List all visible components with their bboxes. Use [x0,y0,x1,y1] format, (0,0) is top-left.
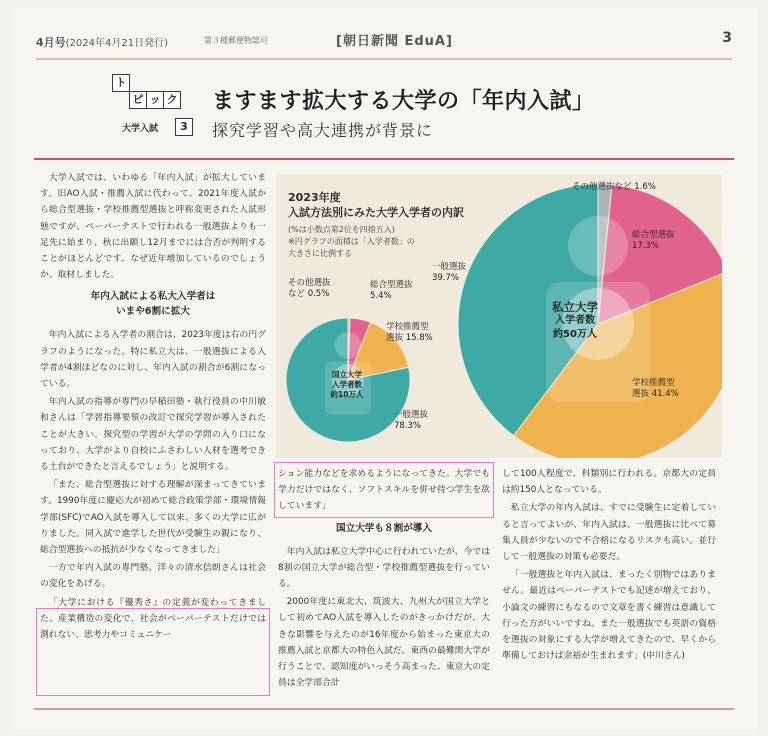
headline: ますます拡大する大学の「年内入試」 [212,89,595,114]
topic-char: ッ [146,91,164,109]
header-rule [36,58,732,60]
chart-note: (%は小数点第2位を四捨五入) ※円グラフの面積は「入学者数」の 大きさに比例する [288,225,415,258]
page-number: 3 [722,30,732,46]
topic-number: 3 [175,118,193,136]
topic-char: ピ [129,91,147,109]
lead-paragraph: 大学入試では、いわゆる「年内入試」が拡大しています。旧AO入試・推薦入試に代わって、2021年度入試から総合型選抜・学校推薦型選抜と呼称変更された入試形態ですが、ペーパーテストで行われる一般選抜よりも一足先に始まり、秋に出願し12月までには合否が判明することがほとんどです。なぜ近年増加しているのでしょうか。取材しました。 [40,173,266,281]
label-private-suisen: 学校推薦型 選抜 41.4% [632,378,679,399]
label-national-sogo: 総合型選抜 5.4% [370,280,413,301]
center-line: 約10万人 [330,390,364,399]
topic-char: ク [163,91,181,109]
center-line: 国立大学 [332,370,362,379]
brand-logo: [朝日新聞 EduA] [336,34,453,49]
section-heading-1: 年内入試による私大入学者は いまや6割に拡大 [90,291,216,318]
center-line: 私立大学 [552,300,598,314]
paragraph: 「大学における『優秀さ』の定義が変わってきました。産業構造の変化で、社会がペーパーテストだけでは測れない、思考力やコミュニケー [40,597,266,641]
section-heading-2: 国立大学も８割が導入 [336,522,432,534]
center-line: 約50万人 [553,329,597,340]
article-column-3 [502,466,716,666]
mailing-permit: 第３種郵便物認可 [204,36,268,45]
pie-chart-panel [276,174,722,458]
page-header [36,30,732,54]
label-private-sogo: 総合型選抜 17.3% [632,230,675,251]
center-line: 入学者数 [555,315,595,326]
national-center-label [312,370,382,400]
subheadline: 探究学習や高大連携が背景に [212,121,434,140]
paragraph: 年内入試は私立大学中心に行われていたが、今では8割の国立大学が総合型・学校推薦型選抜を行っている。 [278,546,490,590]
topic-badge [112,74,194,138]
issue-month: 4月号 [36,36,66,49]
label-private-other: その他選抜など 1.6% [572,182,656,192]
topic-category: 大学入試 [122,124,159,134]
highlight-box [36,608,270,696]
title-rule [34,158,734,160]
private-center-label [530,300,620,342]
label-national-suisen: 学校推薦型 選抜 15.8% [386,322,433,343]
topic-char: ト [112,74,130,92]
paragraph: 「一般選抜と年内入試は、まったく別物ではありません。最近はペーパーテストでも記述が増えており、小論文の練習にもなるので文章を書く練習は意識して行った方がいいですね。また一般選抜でも英語の資格を選抜の対象にする大学が増えてきたので、早くから準備しておけば余裕が生まれます」(中川さん) [502,570,716,662]
paragraph: 私立大学の年内入試は、すでに受験生に定着していると言ってよいが、年内入試は、一般選抜に比べて募集人員が少ないので不合格になるリスクも高い。並行して一般選抜の対策も必要だ。 [502,503,716,563]
label-national-other: その他選抜 など 0.5% [288,278,331,299]
label-national-general: 一般選抜 78.3% [394,410,429,431]
paragraph: 一方で年内入試の専門塾、洋々の清水信朗さんは社会の変化をあげる。 [40,563,266,590]
paragraph: 2000年度に東北大、筑波大、九州大が国立大学として初めてAO入試を導入したのがきっかけだが、大きな影響を与えたのが16年度から始まった東京大の推薦入試と京都大の特色入試だ。東西の最難関大学が行うことで、認知度がいっそう高まった。東京大の定員は全学部合計 [278,597,490,689]
paragraph: して100人程度で、科類別に行われる。京都大の定員は約150人となっている。 [502,469,716,496]
label-private-general: 一般選抜 39.7% [432,262,467,283]
chart-title: 2023年度 入試方法別にみた大学入学者の内訳 [288,191,464,219]
center-line: 入学者数 [332,380,362,389]
highlight-box [274,462,494,518]
paragraph: 年内入試による入学者の割合は、2023年度は右の円グラフのようになった。特に私立大は、一般選抜による入学者が4割ほどなのに対し、年内入試の割合が6割になっている。 [40,330,266,390]
article-column-1 [40,170,266,645]
paragraph: ション能力などを求めるようになってきた。大学でも学力だけではなく、ソフトスキルを併せ持つ学生を欲しています」 [278,469,490,512]
issue-info [36,34,168,50]
paragraph: 年内入試の指導が専門の早稲田塾・執行役員の中川敏和さんは「学習指導要領の改訂で探究学習が導入されたことが大きい。探究型の学習が大学の学問の入り口になっており、大学がより自校にふさわしい人材を選考できる土台ができたと言えるでしょう」と説明する。 [40,397,266,473]
issue-date: (2024年4月21日発行) [65,38,168,49]
bottom-rule [34,708,734,710]
paragraph: 「また、総合型選抜に対する理解が深まってきています。1990年度に慶応大が初めて総合政策学部・環境情報学部(SFC)でAO入試を導入して以来、多くの大学に広がりました。同入試で進学した世代が受験生の親になり、総合型選抜への抵抗が少なくなってきました」 [40,480,266,556]
